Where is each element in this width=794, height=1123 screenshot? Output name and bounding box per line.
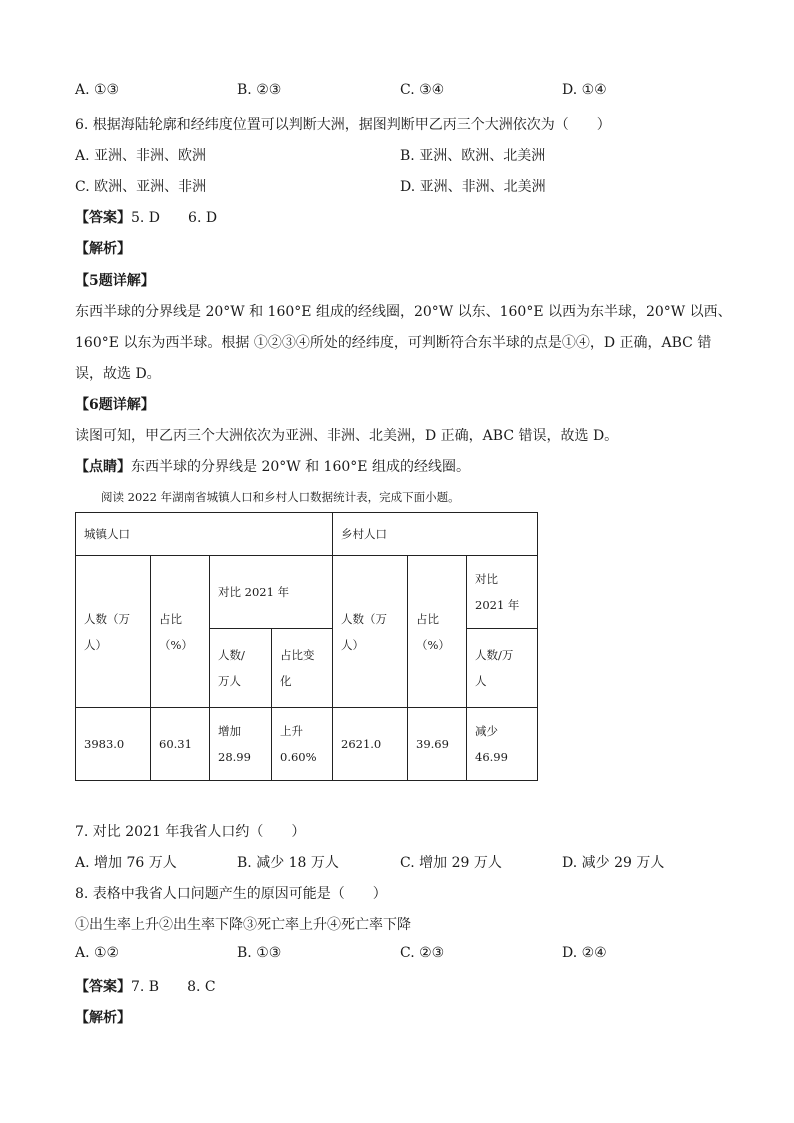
q6-stem: 6. 根据海陆轮廓和经纬度位置可以判断大洲，据图判断甲乙丙三个大洲依次为（ ） [75, 117, 611, 133]
tip-block [75, 456, 470, 476]
table-intro: 阅读 2022 年湖南省城镇人口和乡村人口数据统计表，完成下面小题。 [101, 490, 460, 504]
q8-option-a: A. ①② [75, 945, 120, 961]
urban-count-value: 增加 28.99 [210, 708, 272, 781]
detail5-line3: 误，故选 D。 [75, 366, 161, 382]
urban-change-header: 占比变 化 [272, 629, 333, 708]
detail5-heading: 【5题详解】 [75, 273, 155, 289]
q7-option-c: C. 增加 29 万人 [400, 855, 502, 871]
rural-people-value: 2621.0 [333, 708, 408, 781]
q6-option-a: A. 亚洲、非洲、欧洲 [75, 148, 207, 164]
rural-header: 乡村人口 [333, 513, 538, 556]
urban-ratio-header: 占比 （%） [151, 556, 210, 708]
q5-option-c: C. ③④ [400, 82, 445, 98]
tip-label: 【点睛】 [75, 459, 131, 475]
q7-option-a: A. 增加 76 万人 [75, 855, 177, 871]
rural-count-header: 人数/万 人 [467, 629, 538, 708]
urban-compare-header: 对比 2021 年 [210, 556, 333, 629]
answer-text: 5. D 6. D [131, 210, 218, 226]
q7-stem: 7. 对比 2021 年我省人口约（ ） [75, 824, 306, 840]
detail5-line1: 东西半球的分界线是 20°W 和 160°E 组成的经线圈，20°W 以东、160°E 以西为东半球，20°W 以西、 [75, 304, 732, 320]
q8-option-c: C. ②③ [400, 945, 445, 961]
rural-ratio-value: 39.69 [408, 708, 467, 781]
q6-option-d: D. 亚洲、非洲、北美洲 [400, 179, 546, 195]
q5-option-d: D. ①④ [562, 82, 607, 98]
answer-text: 7. B 8. C [131, 979, 216, 995]
urban-header: 城镇人口 [76, 513, 333, 556]
q8-option-b: B. ①③ [237, 945, 282, 961]
q6-option-c: C. 欧洲、亚洲、非洲 [75, 179, 207, 195]
urban-ratio-value: 60.31 [151, 708, 210, 781]
urban-people-header: 人数（万 人） [76, 556, 151, 708]
q8-option-d: D. ②④ [562, 945, 607, 961]
answer-block-2 [75, 976, 216, 996]
detail6-heading: 【6题详解】 [75, 397, 155, 413]
q8-items: ①出生率上升②出生率下降③死亡率上升④死亡率下降 [75, 917, 411, 933]
answer-block-1 [75, 207, 217, 227]
detail6-line1: 读图可知，甲乙丙三个大洲依次为亚洲、非洲、北美洲，D 正确，ABC 错误，故选 D。 [75, 428, 619, 444]
analysis-heading: 【解析】 [75, 241, 131, 257]
urban-change-value: 上升 0.60% [272, 708, 333, 781]
urban-count-header: 人数/ 万人 [210, 629, 272, 708]
rural-compare-header: 对比 2021 年 [467, 556, 538, 629]
rural-count-value: 减少 46.99 [467, 708, 538, 781]
population-table [75, 512, 538, 781]
q6-option-b: B. 亚洲、欧洲、北美洲 [400, 148, 546, 164]
answer-label: 【答案】 [75, 979, 131, 995]
q7-option-b: B. 减少 18 万人 [237, 855, 339, 871]
q5-option-a: A. ①③ [75, 82, 120, 98]
tip-text: 东西半球的分界线是 20°W 和 160°E 组成的经线圈。 [131, 459, 470, 475]
rural-people-header: 人数（万 人） [333, 556, 408, 708]
analysis-heading: 【解析】 [75, 1010, 131, 1026]
q5-option-b: B. ②③ [237, 82, 282, 98]
q7-option-d: D. 减少 29 万人 [562, 855, 665, 871]
detail5-line2: 160°E 以东为西半球。根据 ①②③④所处的经纬度，可判断符合东半球的点是①④，D 正确，ABC 错 [75, 335, 712, 351]
answer-label: 【答案】 [75, 210, 131, 226]
urban-people-value: 3983.0 [76, 708, 151, 781]
q8-stem: 8. 表格中我省人口问题产生的原因可能是（ ） [75, 886, 387, 902]
rural-ratio-header: 占比 （%） [408, 556, 467, 708]
